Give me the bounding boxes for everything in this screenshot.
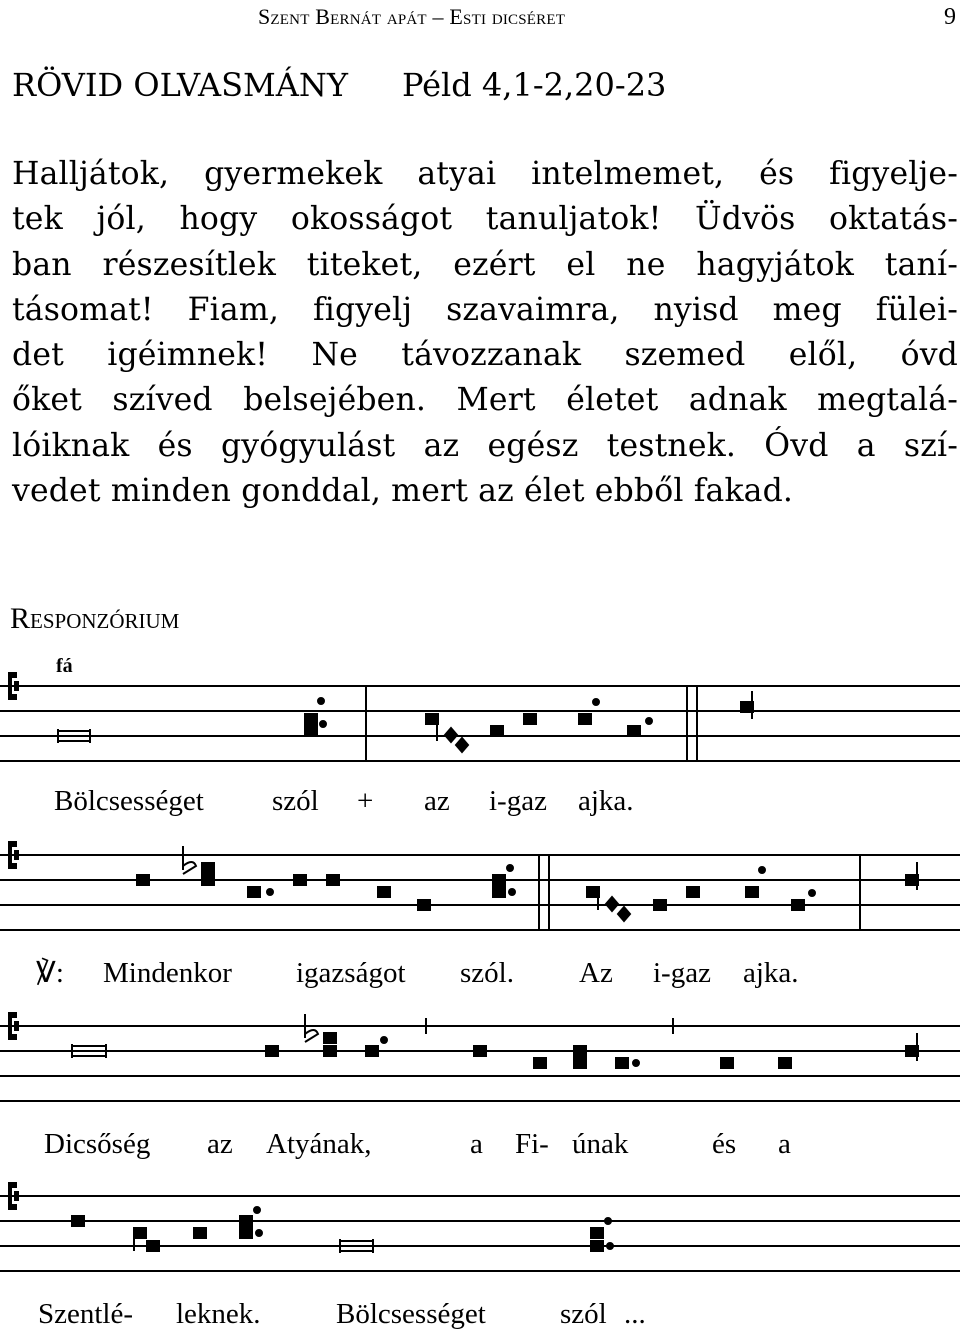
- reading-line: tek jól, hogy okosságot tanuljatok! Üdvös oktatás-: [12, 201, 958, 238]
- lyrics-line-4: [38, 1298, 646, 1330]
- svg-text:az: az: [207, 1128, 233, 1160]
- reading-line: tásomat! Fiam, figyelj szavaimra, nyisd meg fülei-: [12, 291, 958, 328]
- svg-text:i-gaz: i-gaz: [653, 957, 711, 989]
- notes-line-2: [137, 846, 918, 930]
- svg-text:Szentlé-: Szentlé-: [38, 1298, 134, 1330]
- svg-text:Dicsőség: Dicsőség: [44, 1128, 151, 1160]
- svg-text:Bölcsességet: Bölcsességet: [54, 785, 204, 817]
- svg-text:szól.: szól.: [460, 957, 514, 989]
- reading-line: vedet minden gonddal, mert az élet ebből fakad.: [12, 473, 794, 510]
- svg-text:ajka.: ajka.: [743, 957, 799, 989]
- reading-line: ban részesítlek titeket, ezért el ne hagyjátok taní-: [12, 246, 958, 283]
- reading-line: őket szíved belsejében. Mert életet adnak megtalá-: [12, 382, 958, 419]
- reading-reference: Péld 4,1-2,20-23: [402, 66, 667, 104]
- versicle-icon: ℣:: [36, 957, 64, 989]
- svg-text:a: a: [778, 1128, 791, 1160]
- lyrics-line-2: [36, 957, 799, 989]
- svg-text:...: ...: [624, 1298, 646, 1330]
- running-header: Szent Bernát apát – Esti dicséret: [258, 4, 566, 29]
- svg-text:Atyának,: Atyának,: [266, 1128, 372, 1160]
- svg-text:Fi-: Fi-: [515, 1128, 549, 1160]
- svg-text:+: +: [357, 785, 374, 817]
- reading-line: det igéimnek! Ne távozzanak szemed elől, óvd: [12, 337, 958, 374]
- svg-text:Bölcsességet: Bölcsességet: [336, 1298, 486, 1330]
- key-label: fá: [56, 655, 73, 677]
- lyrics-line-3: [44, 1128, 791, 1160]
- svg-text:Mindenkor: Mindenkor: [103, 957, 232, 989]
- staff-2: [0, 855, 960, 930]
- svg-text:i-gaz: i-gaz: [489, 785, 547, 817]
- reading-line: lóiknak és gyógyulást az egész testnek. Óvd a szí-: [12, 427, 958, 464]
- notes-line-3: [72, 1014, 918, 1068]
- svg-text:szól: szól: [272, 785, 319, 817]
- svg-text:Az: Az: [579, 957, 613, 989]
- reading-title: RÖVID OLVASMÁNY: [12, 66, 348, 104]
- notes-line-1: [58, 686, 753, 761]
- staff-3: [0, 1026, 960, 1101]
- svg-text:leknek.: leknek.: [176, 1298, 261, 1330]
- page-number: 9: [944, 4, 956, 30]
- lyrics-line-1: [54, 785, 634, 817]
- reading-line: Halljátok, gyermekek atyai intelmemet, és figyelje-: [12, 156, 958, 192]
- svg-text:az: az: [424, 785, 450, 817]
- svg-text:szól: szól: [560, 1298, 607, 1330]
- svg-text:és: és: [712, 1128, 737, 1160]
- svg-text:a: a: [470, 1128, 483, 1160]
- staff-1: [0, 686, 960, 761]
- svg-text:ajka.: ajka.: [578, 785, 634, 817]
- svg-text:únak: únak: [572, 1128, 629, 1160]
- responsory-title: Responzórium: [10, 602, 180, 635]
- svg-text:igazságot: igazságot: [296, 957, 406, 989]
